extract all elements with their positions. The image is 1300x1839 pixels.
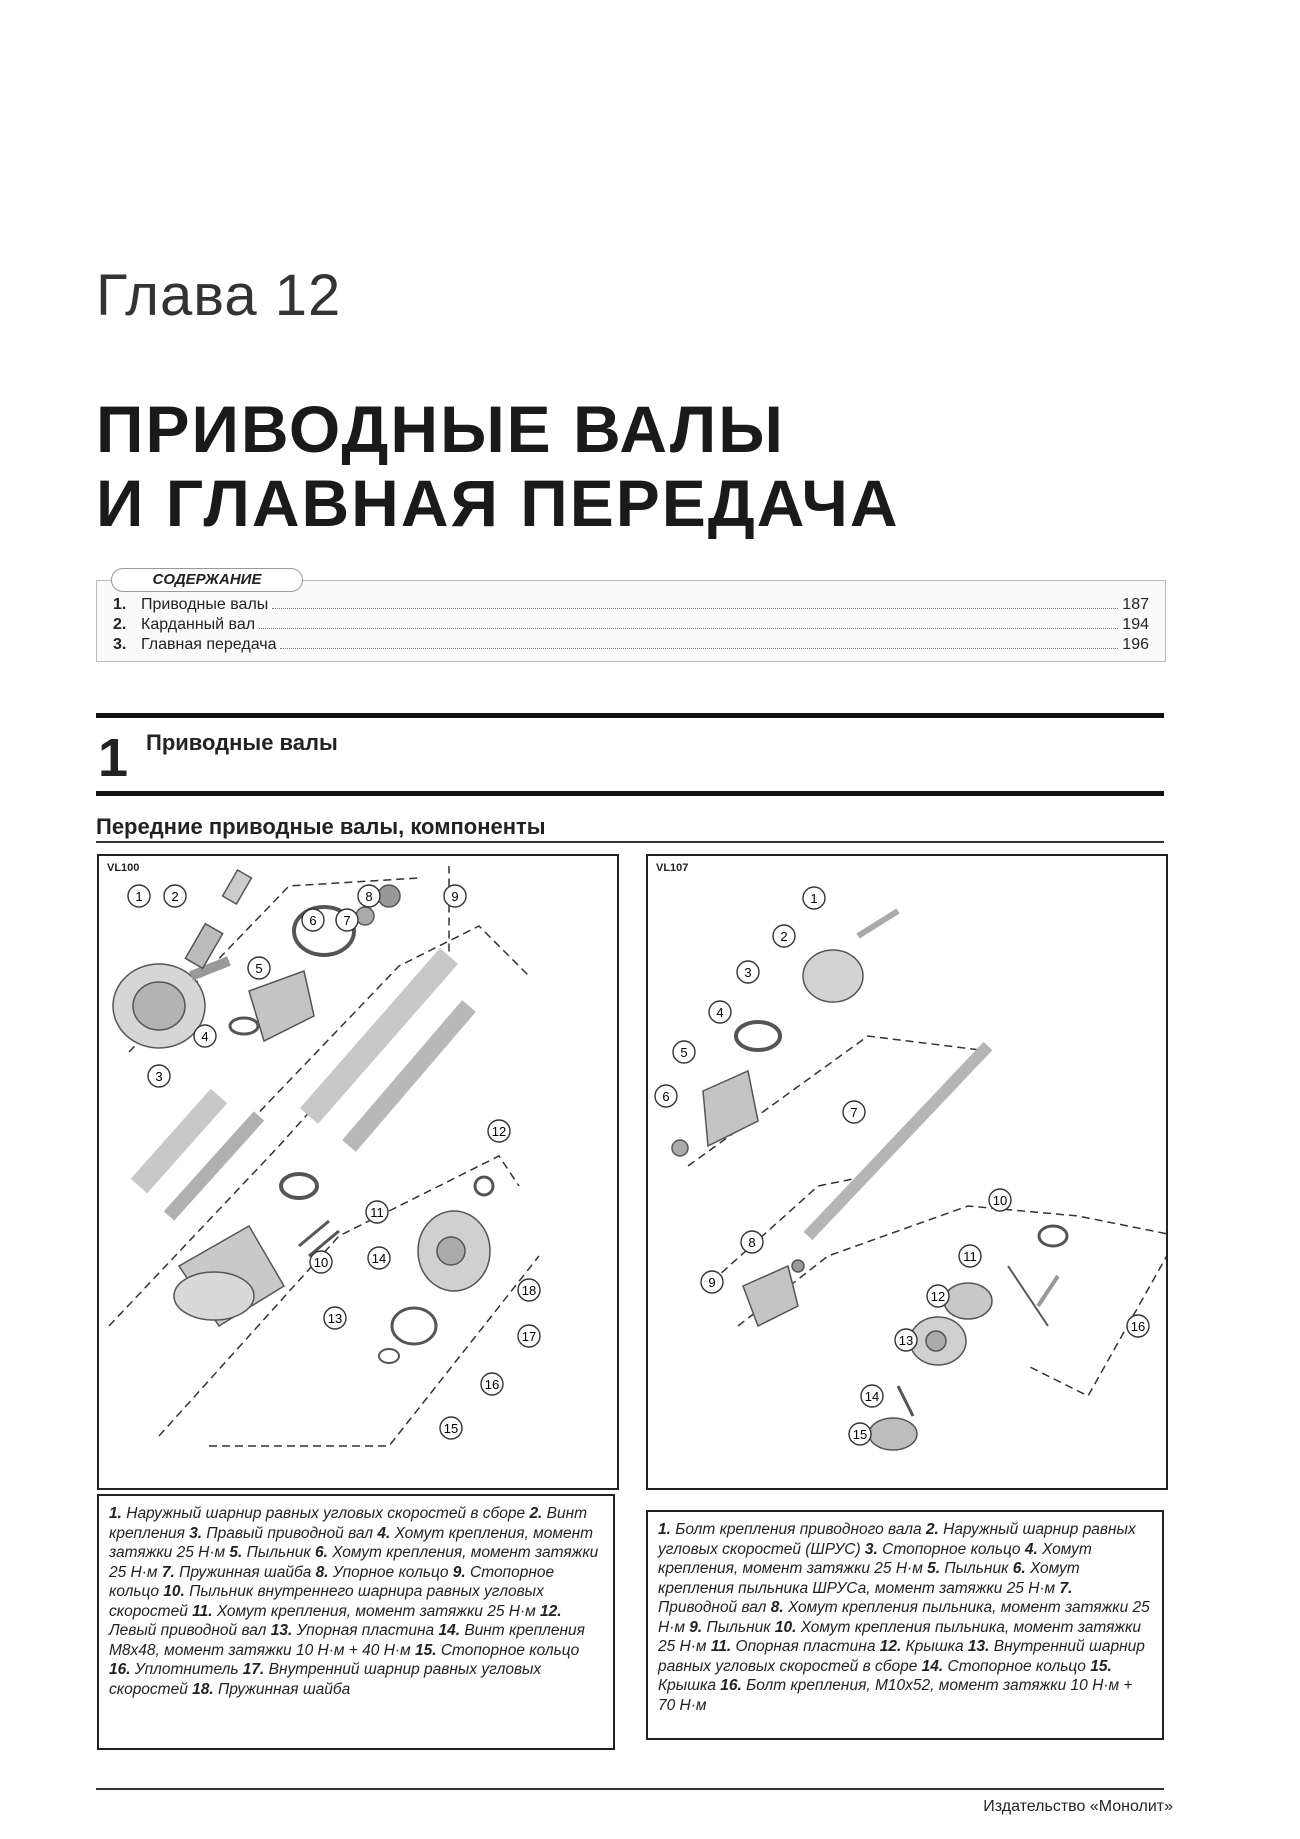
caption-item-number: 3. [864, 1540, 878, 1558]
caption-item-number: 12. [879, 1638, 902, 1655]
caption-item-number: 6. [314, 1544, 328, 1561]
callout-17: 17 [521, 1329, 537, 1344]
callout-7: 7 [343, 913, 351, 928]
caption-item-number: 15. [1090, 1657, 1112, 1675]
caption-item-number: 4. [377, 1524, 391, 1542]
caption-item-number: 8. [315, 1563, 329, 1581]
caption-item-text: Хомут крепления, момент затяжки 25 Н·м [109, 1524, 594, 1561]
toc-item-page: 194 [1122, 616, 1149, 633]
callouts [128, 885, 540, 1439]
caption-item-text: Хомут крепления, момент затяжки 25 Н·м [658, 1540, 1092, 1577]
caption-item-number: 1. [109, 1505, 122, 1522]
callout-15: 15 [852, 1427, 868, 1442]
callout-1: 1 [810, 891, 818, 906]
callout-13: 13 [327, 1311, 343, 1326]
caption-item-text: Стопорное кольцо [436, 1641, 580, 1659]
caption-item-text: Внутренний шарнир равных угловых скоростей в сборе [658, 1638, 1145, 1675]
callout-8: 8 [365, 889, 373, 904]
caption-item-number: 8. [770, 1599, 784, 1616]
drive-shaft-shape [808, 1046, 988, 1236]
caption-item-text: Стопорное кольцо [877, 1540, 1025, 1558]
caption-item-text: Хомут крепления пыльника, момент затяжки 25 Н·м [658, 1599, 1150, 1636]
caption-item-text: Хомут крепления пыльника ШРУСа, момент затяжки 25 Н·м [658, 1560, 1080, 1597]
toc-item-number: 2. [113, 616, 127, 633]
caption-item-text: Внутренний шарнир равных угловых скоростей [109, 1661, 542, 1698]
caption-item-number: 9. [452, 1563, 466, 1581]
figure-vl107 [646, 854, 1168, 1490]
callout-15: 15 [443, 1421, 459, 1436]
caption-item-number: 11. [710, 1638, 732, 1655]
caption-item-text: Упорное кольцо [328, 1563, 453, 1581]
toc-item-page: 196 [1122, 636, 1149, 653]
caption-item-text: Крышка [658, 1677, 721, 1694]
caption-item-number: 12. [540, 1602, 562, 1620]
caption-item-number: 13. [967, 1638, 990, 1655]
toc-item-label: Приводные валы [141, 596, 269, 613]
caption-item-number: 10. [163, 1583, 185, 1600]
part-shapes [672, 911, 1067, 1450]
caption-text [109, 1505, 598, 1698]
caption-item-text: Хомут крепления пыльника, момент затяжки 25 Н·м [658, 1618, 1141, 1655]
caption-item-text: Наружный шарнир равных угловых скоростей (ШРУС) [658, 1521, 1136, 1558]
toc-leader-dots [259, 615, 1118, 629]
inner-boot-shape [743, 1266, 798, 1326]
callout-12: 12 [491, 1124, 507, 1139]
caption-item-number: 16. [109, 1661, 131, 1678]
caption-item-number: 1. [658, 1521, 671, 1538]
callout-1: 1 [135, 889, 143, 904]
caption-item-number: 11. [192, 1602, 213, 1620]
callout-9: 9 [708, 1275, 716, 1290]
figure-label: VL100 [107, 862, 140, 874]
toc-item[interactable] [113, 635, 1149, 655]
caption-item-number: 14. [921, 1657, 944, 1675]
toc-item-page: 187 [1122, 596, 1149, 613]
caption-item-number: 13. [270, 1622, 293, 1639]
left-shaft-shape [309, 956, 449, 1116]
caption-item-text: Пружинная шайба [174, 1563, 316, 1581]
callout-16: 16 [1130, 1319, 1146, 1334]
caption-text [658, 1521, 1150, 1714]
subsection-rule [96, 841, 1164, 843]
caption-item-text: Хомут крепления, момент затяжки 25 Н·м [212, 1602, 541, 1620]
callout-16: 16 [484, 1377, 500, 1392]
caption-item-text: Стопорное кольцо [109, 1563, 555, 1600]
callout-3: 3 [744, 965, 752, 980]
caption-item-number: 17. [242, 1661, 265, 1678]
section-title: Приводные валы [146, 730, 338, 755]
vl107-exploded-diagram [648, 856, 1166, 1488]
caption-item-number: 4. [1024, 1540, 1038, 1558]
boot-shape [703, 1071, 758, 1146]
caption-item-number: 15. [414, 1641, 437, 1659]
callout-8: 8 [748, 1235, 756, 1250]
caption-item-text: Пыльник [242, 1544, 315, 1561]
caption-item-number: 9. [689, 1618, 703, 1636]
callout-6: 6 [662, 1089, 670, 1104]
caption-item-number: 2. [925, 1521, 939, 1538]
callout-5: 5 [680, 1045, 688, 1060]
toc-item-label: Главная передача [141, 636, 277, 653]
caption-item-number: 10. [774, 1618, 797, 1636]
callout-11: 11 [963, 1249, 977, 1264]
caption-item-number: 6. [1012, 1560, 1026, 1577]
figure-vl100 [97, 854, 619, 1490]
subsection-title: Передние приводные валы, компоненты [96, 814, 546, 839]
outer-cv-joint-shape [803, 950, 863, 1002]
callout-13: 13 [898, 1333, 914, 1348]
caption-item-number: 7. [161, 1563, 175, 1581]
callout-9: 9 [451, 889, 459, 904]
caption-item-number: 3. [189, 1524, 203, 1542]
caption-item-text: Винт крепления М8х48, момент затяжки 10 Н·м + 40 Н·м [109, 1622, 585, 1659]
caption-item-text: Крышка [901, 1638, 968, 1655]
caption-item-text: Левый приводной вал [109, 1622, 271, 1639]
title-line-1: ПРИВОДНЫЕ ВАЛЫ [96, 392, 785, 466]
callout-2: 2 [171, 889, 179, 904]
section-top-rule [96, 713, 1164, 718]
callouts [655, 887, 1149, 1445]
table-of-contents [96, 571, 1166, 662]
callout-10: 10 [992, 1193, 1008, 1208]
figure-label: VL107 [656, 862, 689, 874]
caption-vl100 [97, 1494, 615, 1750]
caption-item-number: 14. [438, 1622, 461, 1639]
callout-2: 2 [780, 929, 788, 944]
caption-item-text: Опорная пластина [731, 1638, 880, 1655]
callout-6: 6 [309, 913, 317, 928]
caption-item-text: Пыльник [940, 1560, 1013, 1577]
caption-item-text: Болт крепления приводного вала [670, 1521, 926, 1538]
caption-item-text: Приводной вал [658, 1599, 771, 1616]
caption-item-text: Винт крепления [109, 1505, 588, 1542]
caption-item-number: 5. [229, 1544, 243, 1561]
callout-5: 5 [255, 961, 263, 976]
toc-item[interactable] [113, 595, 1149, 615]
toc-header: СОДЕРЖАНИЕ [111, 568, 303, 592]
caption-item-text: Правый приводной вал [202, 1524, 378, 1542]
section-number: 1 [98, 728, 129, 788]
caption-item-text: Упорная пластина [292, 1622, 439, 1639]
caption-item-text: Пыльник внутреннего шарнира равных угловых скоростей [109, 1583, 544, 1620]
caption-item-text: Болт крепления, М10х52, момент затяжки 10 Н·м + 70 Н·м [658, 1677, 1133, 1714]
caption-item-text: Стопорное кольцо [943, 1657, 1091, 1675]
callout-14: 14 [864, 1389, 880, 1404]
callout-7: 7 [850, 1105, 858, 1120]
callout-3: 3 [155, 1069, 163, 1084]
caption-item-text: Пыльник [702, 1618, 775, 1636]
caption-item-number: 5. [927, 1560, 941, 1577]
title-line-2: И ГЛАВНАЯ ПЕРЕДАЧА [96, 466, 900, 540]
callout-4: 4 [716, 1005, 724, 1020]
caption-item-text: Наружный шарнир равных угловых скоростей в сборе [121, 1505, 530, 1522]
callout-14: 14 [371, 1251, 387, 1266]
boot-shape [249, 971, 314, 1041]
callout-18: 18 [521, 1283, 537, 1298]
caption-item-text: Хомут крепления, момент затяжки 25 Н·м [109, 1544, 599, 1581]
chapter-label: Глава 12 [96, 263, 342, 328]
footer-rule [96, 1788, 1164, 1790]
caption-item-text: Уплотнитель [130, 1661, 243, 1678]
toc-item-number: 1. [113, 596, 127, 613]
toc-leader-dots [280, 635, 1118, 649]
caption-item-text: Пружинная шайба [213, 1680, 351, 1698]
callout-10: 10 [313, 1255, 329, 1270]
caption-item-number: 18. [192, 1680, 214, 1698]
callout-11: 11 [370, 1205, 384, 1220]
page-title [96, 392, 899, 540]
toc-item-number: 3. [113, 636, 127, 653]
publisher-footer: Издательство «Монолит» [983, 1798, 1173, 1815]
toc-item[interactable] [113, 615, 1149, 635]
part-shapes [113, 870, 493, 1363]
caption-vl107 [646, 1510, 1164, 1740]
caption-item-number: 16. [720, 1677, 742, 1694]
callout-4: 4 [201, 1029, 209, 1044]
caption-item-number: 2. [529, 1505, 543, 1522]
toc-leader-dots [272, 595, 1118, 609]
caption-item-number: 7. [1059, 1579, 1073, 1597]
toc-item-label: Карданный вал [141, 616, 256, 633]
vl100-exploded-diagram [99, 856, 617, 1488]
callout-12: 12 [930, 1289, 946, 1304]
section-bottom-rule [96, 791, 1164, 796]
